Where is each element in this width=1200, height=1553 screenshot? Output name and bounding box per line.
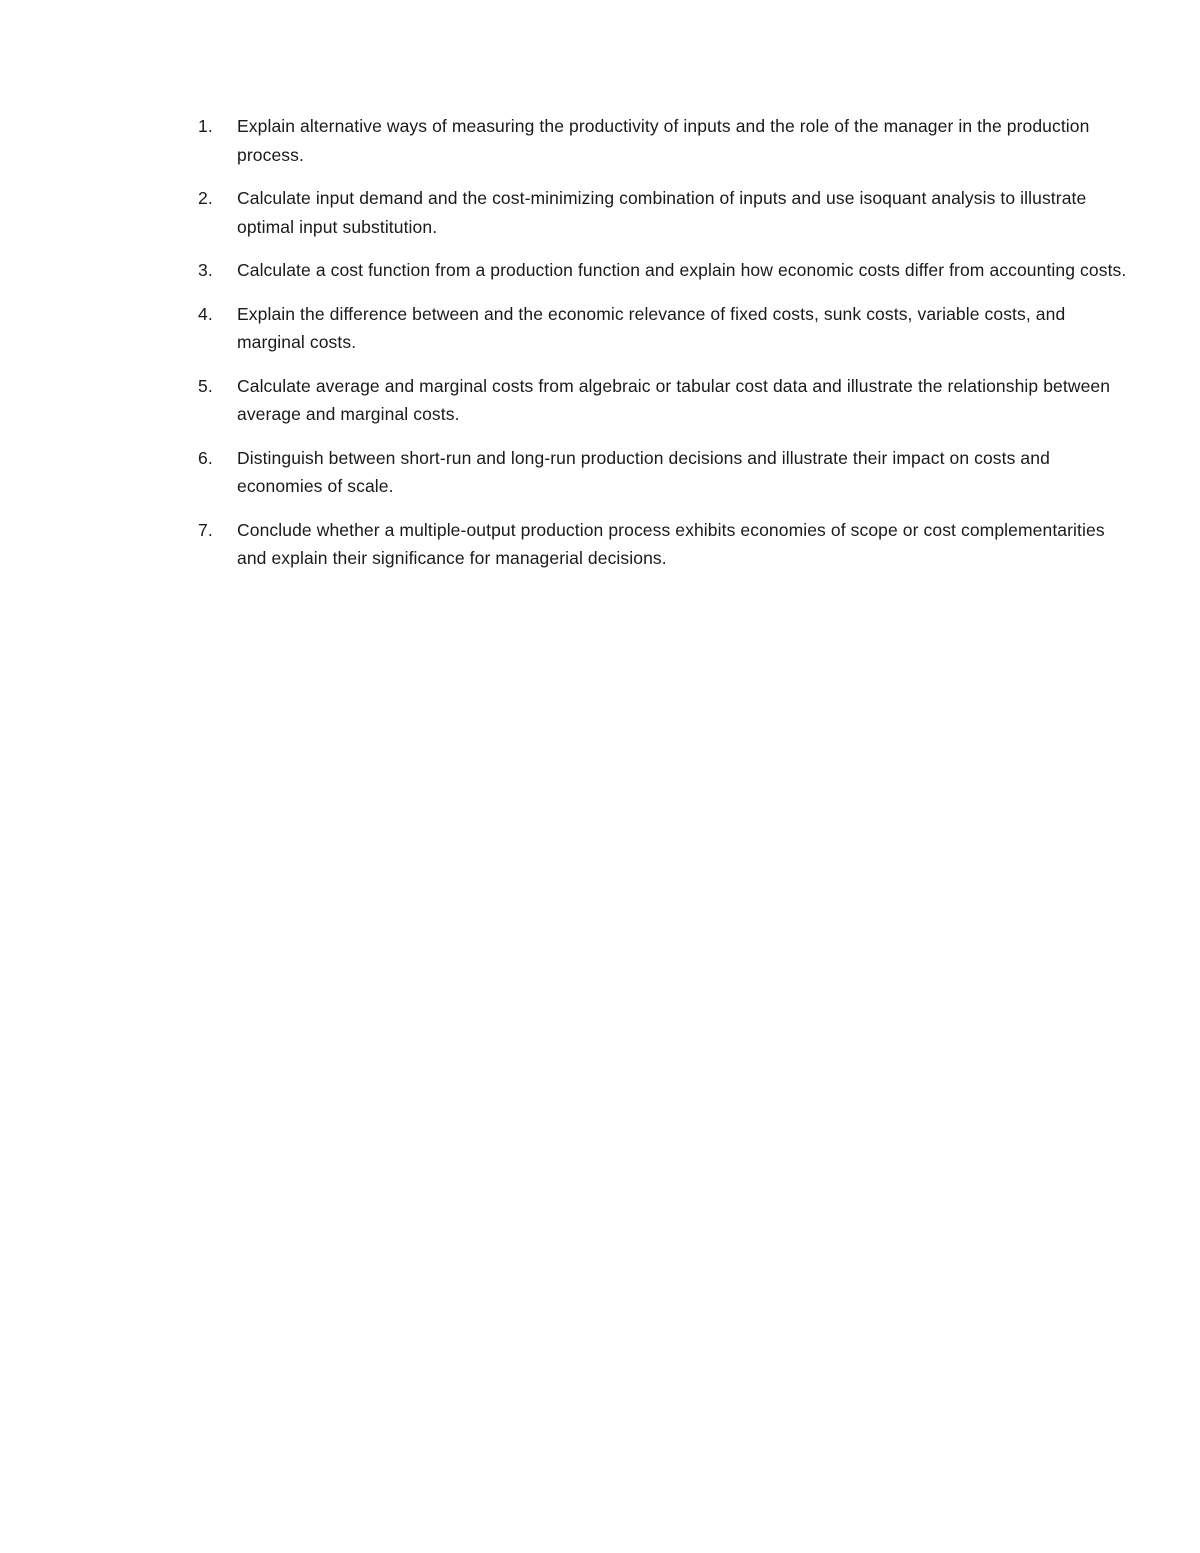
learning-objectives-list [198,112,1128,588]
list-item-number: 5. [198,375,213,396]
list-item-text: Calculate average and marginal costs from algebraic or tabular cost data and illustrate the relationship between average and marginal costs. [237,375,1111,424]
list-item-text: Explain alternative ways of measuring the productivity of inputs and the role of the manager in the production process. [237,116,1090,165]
list-item-text: Conclude whether a multiple-output production process exhibits economies of scope or cost complementarities and explain their significance for managerial decisions. [237,519,1105,568]
list-item-text: Distinguish between short-run and long-run production decisions and illustrate their impact on costs and economies of scale. [237,447,1050,496]
list-item [198,184,1128,241]
list-item [198,516,1128,573]
list-item-text: Calculate input demand and the cost-minimizing combination of inputs and use isoquant analysis to illustrate optimal input substitution. [237,188,1087,237]
list-item [198,300,1128,357]
list-item-number: 2. [198,188,213,208]
list-item-number: 6. [198,447,213,468]
list-item [198,444,1128,501]
list-item-number: 7. [198,519,213,540]
list-item [198,256,1128,285]
list-item-text: Explain the difference between and the economic relevance of fixed costs, sunk costs, variable costs, and marginal costs. [237,303,1066,352]
list-item-text: Calculate a cost function from a production function and explain how economic costs differ from accounting costs. [237,260,1127,280]
list-item-number: 4. [198,303,213,324]
list-item-number: 1. [198,116,213,136]
list-item-number: 3. [198,260,213,280]
list-item [198,372,1128,429]
list-item [198,112,1128,169]
